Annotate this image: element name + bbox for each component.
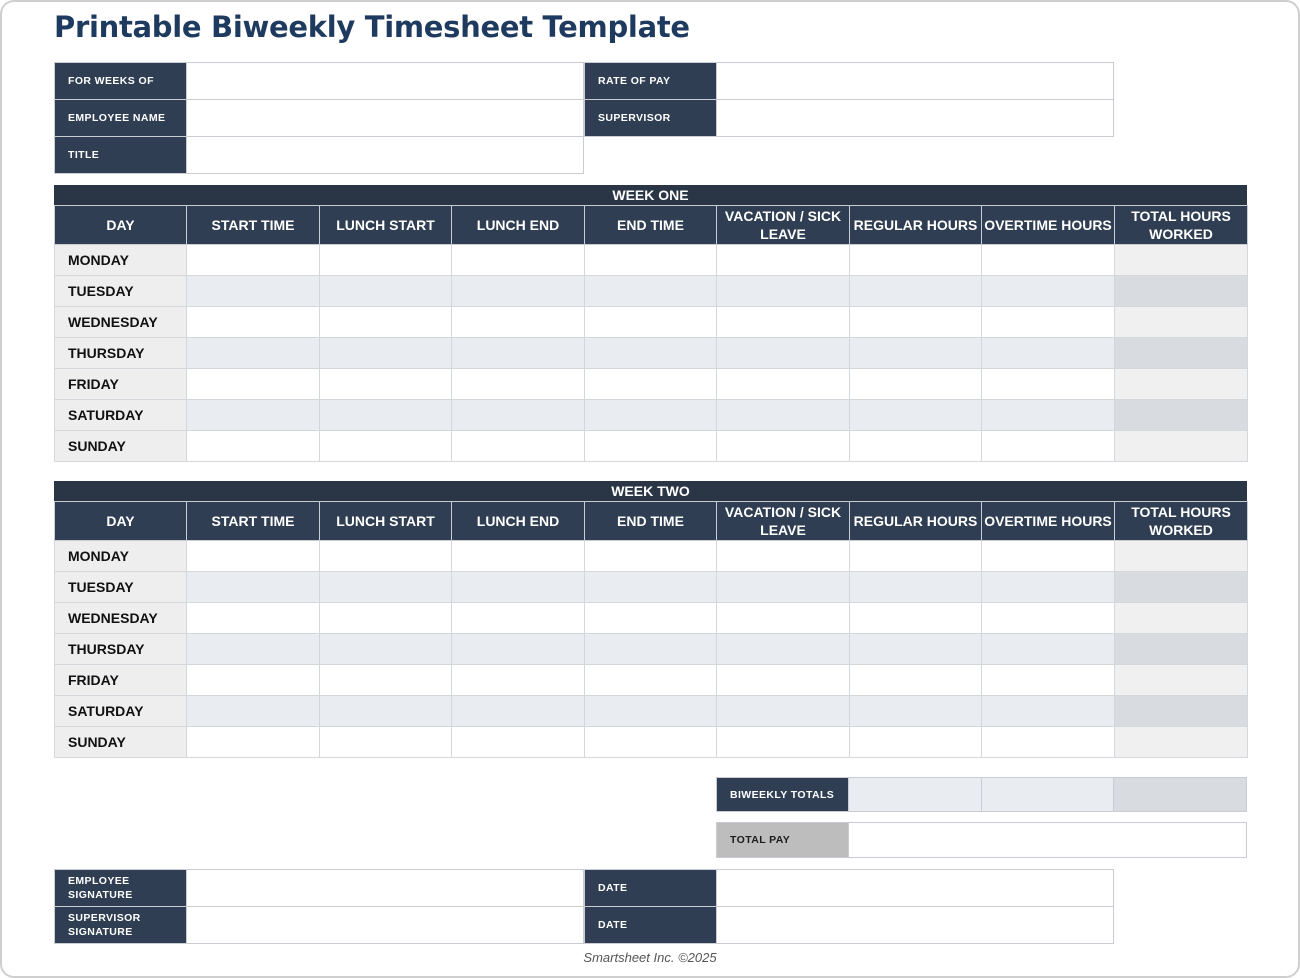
cell[interactable] <box>850 696 982 727</box>
cell[interactable] <box>982 338 1115 369</box>
cell[interactable] <box>585 369 717 400</box>
employee-name-field[interactable] <box>186 99 584 137</box>
total-cell[interactable] <box>1115 400 1248 431</box>
cell[interactable] <box>187 696 320 727</box>
cell[interactable] <box>320 665 452 696</box>
table-row <box>55 727 1248 758</box>
cell[interactable] <box>982 431 1115 462</box>
cell[interactable] <box>717 276 850 307</box>
cell[interactable] <box>320 634 452 665</box>
col-start-time: START TIME <box>187 502 320 541</box>
table-row <box>55 338 1248 369</box>
cell[interactable] <box>452 431 585 462</box>
cell[interactable] <box>320 400 452 431</box>
cell[interactable] <box>717 603 850 634</box>
cell[interactable] <box>982 634 1115 665</box>
cell[interactable] <box>187 431 320 462</box>
cell[interactable] <box>187 276 320 307</box>
cell[interactable] <box>585 603 717 634</box>
cell[interactable] <box>320 307 452 338</box>
col-regular-hours: REGULAR HOURS <box>850 206 982 245</box>
table-row <box>55 431 1248 462</box>
for-weeks-of-field[interactable] <box>186 62 584 100</box>
cell[interactable] <box>320 338 452 369</box>
cell[interactable] <box>452 634 585 665</box>
cell[interactable] <box>585 665 717 696</box>
cell[interactable] <box>982 307 1115 338</box>
cell[interactable] <box>452 307 585 338</box>
cell[interactable] <box>320 541 452 572</box>
cell[interactable] <box>452 276 585 307</box>
cell[interactable] <box>850 400 982 431</box>
biweekly-overtime-hours-field[interactable] <box>981 777 1114 812</box>
cell[interactable] <box>850 338 982 369</box>
day-label: THURSDAY <box>55 634 187 665</box>
total-cell[interactable] <box>1115 696 1248 727</box>
cell[interactable] <box>320 696 452 727</box>
day-label: SATURDAY <box>55 400 187 431</box>
week-two-header: WEEK TWO <box>54 481 1247 501</box>
total-cell[interactable] <box>1115 338 1248 369</box>
cell[interactable] <box>982 572 1115 603</box>
cell[interactable] <box>717 634 850 665</box>
col-end-time: END TIME <box>585 206 717 245</box>
cell[interactable] <box>187 369 320 400</box>
col-vacation-sick-leave: VACATION / SICK LEAVE <box>717 206 850 245</box>
cell[interactable] <box>982 276 1115 307</box>
table-row <box>55 541 1248 572</box>
col-lunch-start: LUNCH START <box>320 502 452 541</box>
day-label: MONDAY <box>55 541 187 572</box>
footer-copyright: Smartsheet Inc. ©2025 <box>583 950 717 965</box>
cell[interactable] <box>585 634 717 665</box>
cell[interactable] <box>187 307 320 338</box>
table-row <box>55 245 1248 276</box>
cell[interactable] <box>717 696 850 727</box>
cell[interactable] <box>585 307 717 338</box>
rate-of-pay-label: RATE OF PAY <box>584 62 717 100</box>
cell[interactable] <box>452 727 585 758</box>
cell[interactable] <box>585 338 717 369</box>
cell[interactable] <box>982 603 1115 634</box>
cell[interactable] <box>585 572 717 603</box>
col-lunch-end: LUNCH END <box>452 206 585 245</box>
title-field[interactable] <box>186 136 584 174</box>
cell[interactable] <box>982 369 1115 400</box>
biweekly-regular-hours-field[interactable] <box>848 777 982 812</box>
total-cell[interactable] <box>1115 307 1248 338</box>
cell[interactable] <box>452 369 585 400</box>
cell[interactable] <box>717 727 850 758</box>
table-row <box>55 603 1248 634</box>
employee-signature-field[interactable] <box>186 869 584 907</box>
cell[interactable] <box>452 572 585 603</box>
day-label: WEDNESDAY <box>55 307 187 338</box>
cell[interactable] <box>982 541 1115 572</box>
cell[interactable] <box>717 369 850 400</box>
col-regular-hours: REGULAR HOURS <box>850 502 982 541</box>
for-weeks-of-label: FOR WEEKS OF <box>54 62 187 100</box>
cell[interactable] <box>850 572 982 603</box>
supervisor-label: SUPERVISOR <box>584 99 717 137</box>
day-label: TUESDAY <box>55 572 187 603</box>
cell[interactable] <box>187 634 320 665</box>
cell[interactable] <box>452 541 585 572</box>
rate-of-pay-field[interactable] <box>716 62 1114 100</box>
cell[interactable] <box>717 338 850 369</box>
day-label: TUESDAY <box>55 276 187 307</box>
cell[interactable] <box>320 603 452 634</box>
employee-name-label: EMPLOYEE NAME <box>54 99 187 137</box>
cell[interactable] <box>187 603 320 634</box>
col-day: DAY <box>55 206 187 245</box>
cell[interactable] <box>320 572 452 603</box>
cell[interactable] <box>585 431 717 462</box>
supervisor-date-field[interactable] <box>716 906 1114 944</box>
cell[interactable] <box>320 369 452 400</box>
cell[interactable] <box>320 276 452 307</box>
employee-signature-label: EMPLOYEE SIGNATURE <box>54 869 187 907</box>
cell[interactable] <box>452 338 585 369</box>
col-day: DAY <box>55 502 187 541</box>
cell[interactable] <box>982 727 1115 758</box>
cell[interactable] <box>717 665 850 696</box>
col-vacation-sick-leave: VACATION / SICK LEAVE <box>717 502 850 541</box>
week-one-header: WEEK ONE <box>54 185 1247 205</box>
table-row <box>55 400 1248 431</box>
supervisor-date-label: DATE <box>584 906 717 944</box>
total-cell[interactable] <box>1115 369 1248 400</box>
cell[interactable] <box>452 400 585 431</box>
total-cell[interactable] <box>1115 665 1248 696</box>
total-cell[interactable] <box>1115 634 1248 665</box>
cell[interactable] <box>187 727 320 758</box>
cell[interactable] <box>320 245 452 276</box>
day-label: FRIDAY <box>55 665 187 696</box>
col-overtime-hours: OVERTIME HOURS <box>982 206 1115 245</box>
day-label: SUNDAY <box>55 431 187 462</box>
col-lunch-end: LUNCH END <box>452 502 585 541</box>
supervisor-signature-field[interactable] <box>186 906 584 944</box>
table-row <box>55 369 1248 400</box>
cell[interactable] <box>850 307 982 338</box>
col-total-hours-worked: TOTAL HOURS WORKED <box>1115 206 1248 245</box>
cell[interactable] <box>717 245 850 276</box>
title-label: TITLE <box>54 136 187 174</box>
col-lunch-start: LUNCH START <box>320 206 452 245</box>
table-row <box>55 696 1248 727</box>
table-row <box>55 307 1248 338</box>
col-start-time: START TIME <box>187 206 320 245</box>
week-two-table <box>54 501 1248 758</box>
day-label: SATURDAY <box>55 696 187 727</box>
total-cell[interactable] <box>1115 541 1248 572</box>
cell[interactable] <box>452 696 585 727</box>
week-one-table <box>54 205 1248 462</box>
cell[interactable] <box>187 665 320 696</box>
biweekly-total-hours-field[interactable] <box>1113 777 1247 812</box>
cell[interactable] <box>850 634 982 665</box>
cell[interactable] <box>982 245 1115 276</box>
cell[interactable] <box>585 696 717 727</box>
cell[interactable] <box>850 665 982 696</box>
table-row <box>55 634 1248 665</box>
table-row <box>55 276 1248 307</box>
cell[interactable] <box>982 400 1115 431</box>
cell[interactable] <box>982 696 1115 727</box>
total-pay-label: TOTAL PAY <box>716 822 849 858</box>
supervisor-signature-label: SUPERVISOR SIGNATURE <box>54 906 187 944</box>
col-end-time: END TIME <box>585 502 717 541</box>
total-cell[interactable] <box>1115 276 1248 307</box>
day-label: SUNDAY <box>55 727 187 758</box>
cell[interactable] <box>717 400 850 431</box>
day-label: FRIDAY <box>55 369 187 400</box>
cell[interactable] <box>452 665 585 696</box>
cell[interactable] <box>850 727 982 758</box>
cell[interactable] <box>850 603 982 634</box>
cell[interactable] <box>585 541 717 572</box>
employee-date-label: DATE <box>584 869 717 907</box>
cell[interactable] <box>850 431 982 462</box>
page-title: Printable Biweekly Timesheet Template <box>54 10 690 44</box>
cell[interactable] <box>320 431 452 462</box>
total-cell[interactable] <box>1115 431 1248 462</box>
cell[interactable] <box>717 572 850 603</box>
day-label: WEDNESDAY <box>55 603 187 634</box>
total-cell[interactable] <box>1115 245 1248 276</box>
supervisor-field[interactable] <box>716 99 1114 137</box>
total-cell[interactable] <box>1115 727 1248 758</box>
cell[interactable] <box>850 369 982 400</box>
cell[interactable] <box>452 245 585 276</box>
cell[interactable] <box>717 307 850 338</box>
cell[interactable] <box>187 572 320 603</box>
cell[interactable] <box>850 541 982 572</box>
cell[interactable] <box>320 727 452 758</box>
biweekly-totals-label: BIWEEKLY TOTALS <box>716 777 849 812</box>
day-label: MONDAY <box>55 245 187 276</box>
total-cell[interactable] <box>1115 572 1248 603</box>
cell[interactable] <box>850 276 982 307</box>
cell[interactable] <box>187 245 320 276</box>
cell[interactable] <box>982 665 1115 696</box>
table-row <box>55 665 1248 696</box>
cell[interactable] <box>585 245 717 276</box>
cell[interactable] <box>452 603 585 634</box>
cell[interactable] <box>585 400 717 431</box>
total-cell[interactable] <box>1115 603 1248 634</box>
cell[interactable] <box>850 245 982 276</box>
cell[interactable] <box>717 541 850 572</box>
cell[interactable] <box>187 338 320 369</box>
table-row <box>55 572 1248 603</box>
day-label: THURSDAY <box>55 338 187 369</box>
cell[interactable] <box>585 276 717 307</box>
cell[interactable] <box>585 727 717 758</box>
cell[interactable] <box>717 431 850 462</box>
total-pay-field[interactable] <box>848 822 1247 858</box>
cell[interactable] <box>187 400 320 431</box>
col-total-hours-worked: TOTAL HOURS WORKED <box>1115 502 1248 541</box>
col-overtime-hours: OVERTIME HOURS <box>982 502 1115 541</box>
employee-date-field[interactable] <box>716 869 1114 907</box>
cell[interactable] <box>187 541 320 572</box>
